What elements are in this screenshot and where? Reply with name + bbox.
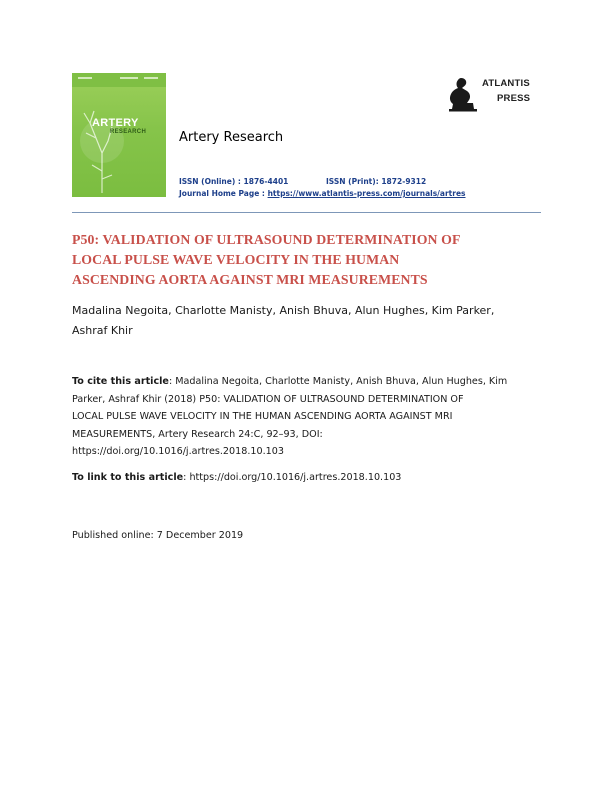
citation-line: Parker, Ashraf Khir (2018) P50: VALIDATION OF ULTRASOUND DETERMINATION OF — [72, 393, 464, 405]
published-date: Published online: 7 December 2019 — [72, 530, 244, 541]
header-divider — [72, 212, 541, 213]
cover-title-sub: RESEARCH — [110, 129, 147, 135]
issn-online-label: ISSN (Online) : — [179, 177, 241, 186]
cover-title-main: ARTERY — [92, 117, 139, 129]
issn-online-value: 1876-4401 — [243, 177, 289, 186]
citation-line: MEASUREMENTS, Artery Research 24:C, 92–93, DOI: — [72, 428, 323, 440]
homepage-link[interactable]: https://www.atlantis-press.com/journals/artres — [267, 189, 466, 198]
article-title — [72, 230, 547, 290]
artery-tree-icon — [72, 83, 166, 197]
citation-block — [72, 373, 547, 461]
citation-line: LOCAL PULSE WAVE VELOCITY IN THE HUMAN ASCENDING AORTA AGAINST MRI — [72, 411, 453, 422]
issn-print-value: 1872-9312 — [381, 177, 427, 186]
citation-label: To cite this article — [72, 376, 169, 387]
journal-homepage — [179, 189, 466, 198]
issn-online — [179, 177, 288, 186]
citation-text: : Madalina Negoita, Charlotte Manisty, Anish Bhuva, Alun Hughes, Kim — [168, 376, 508, 387]
journal-name: Artery Research — [179, 130, 284, 145]
authors-line: Ashraf Khir — [72, 324, 133, 337]
authors-line: Madalina Negoita, Charlotte Manisty, Anish Bhuva, Alun Hughes, Kim Parker, — [72, 304, 495, 317]
publisher-name-line1: ATLANTIS — [482, 78, 530, 89]
issn-print-label: ISSN (Print): — [326, 177, 379, 186]
article-link-label: To link to this article — [72, 472, 184, 483]
article-link — [72, 472, 542, 483]
publisher-name-line2: PRESS — [497, 93, 531, 104]
article-title-line: ASCENDING AORTA AGAINST MRI MEASUREMENTS — [72, 272, 428, 287]
homepage-label: Journal Home Page : — [179, 189, 265, 198]
citation-line — [72, 373, 547, 391]
issn-print — [326, 177, 426, 186]
article-title-line: LOCAL PULSE WAVE VELOCITY IN THE HUMAN — [72, 252, 400, 267]
citation-doi[interactable]: https://doi.org/10.1016/j.artres.2018.10.103 — [72, 446, 284, 457]
thinker-silhouette-icon — [447, 76, 481, 112]
journal-cover-image — [72, 73, 166, 197]
article-title-line: P50: VALIDATION OF ULTRASOUND DETERMINATION OF — [72, 232, 461, 247]
article-authors — [72, 301, 542, 341]
article-link-url[interactable]: : https://doi.org/10.1016/j.artres.2018.10.103 — [183, 472, 402, 483]
